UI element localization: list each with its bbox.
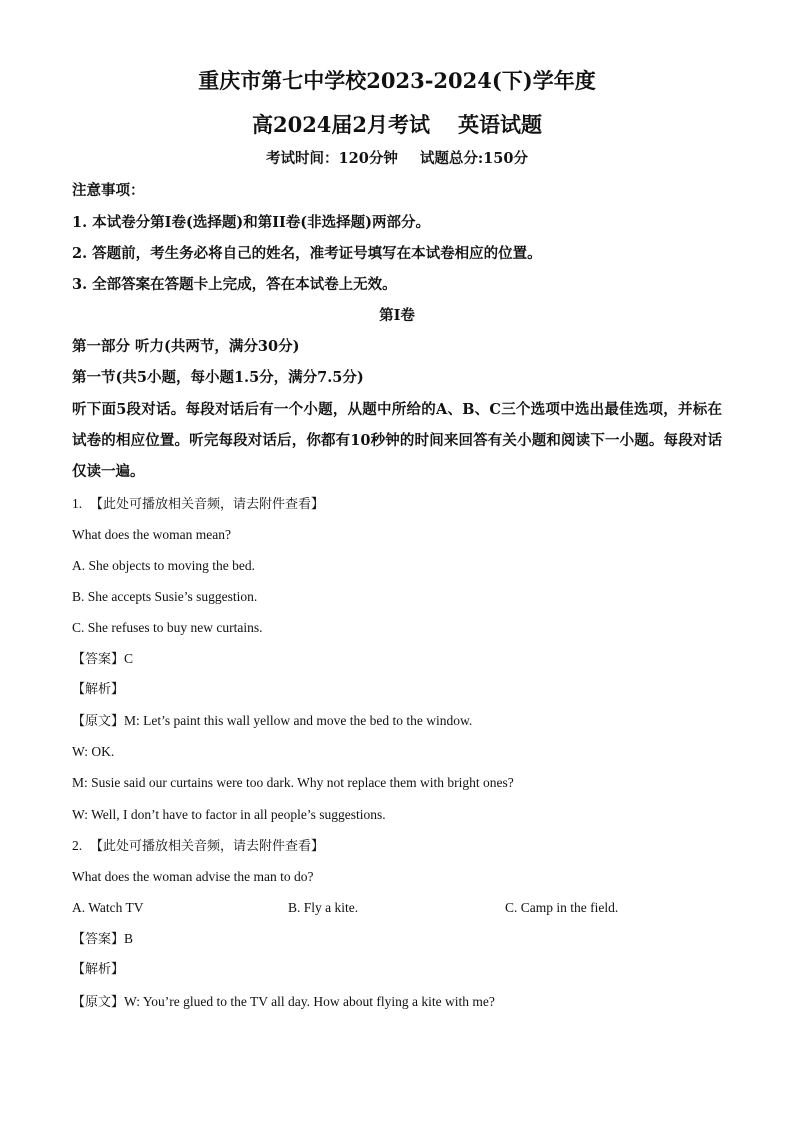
audio-note: 【此处可播放相关音频，请去附件查看】 (90, 839, 325, 854)
exam-info (0, 148, 794, 170)
question-1-transcript-line: W: OK. (72, 744, 115, 759)
listening-instructions: 听下面5段对话。每段对话后有一个小题，从题中所给的A、B、C三个选项中选出最佳选项，并标在试卷的相应位置。听完每段对话后，你都有10秒钟的时间来回答有关小题和阅读下一小题。每段对话仅读一遍。 (72, 401, 722, 480)
question-2-analysis: 【解析】 (72, 962, 125, 977)
transcript-label: 【原文】 (72, 714, 125, 729)
question-2-header (72, 836, 324, 857)
transcript-text: W: You’re glued to the TV all day. How about flying a kite with me? (124, 994, 495, 1009)
audio-note: 【此处可播放相关音频，请去附件查看】 (90, 497, 325, 512)
question-1-header (72, 494, 324, 515)
notice-item: 1. 本试卷分第I卷(选择题)和第II卷(非选择题)两部分。 (72, 214, 430, 231)
question-2-transcript-line (72, 992, 495, 1013)
question-number: 2. (72, 838, 83, 853)
exam-subtitle-right: 英语试题 (458, 112, 543, 137)
part-heading: 第一部分 听力(共两节，满分30分) (72, 338, 300, 355)
question-1-transcript-line (72, 711, 472, 732)
question-1-answer (72, 649, 133, 670)
question-1-transcript-line: M: Susie said our curtains were too dark. Why not replace them with bright ones? (72, 775, 514, 790)
answer-label: 【答案】 (72, 652, 125, 667)
exam-score: 试题总分:150分 (419, 150, 528, 167)
question-2-option-a: A. Watch TV (72, 900, 144, 915)
question-2-answer (72, 929, 133, 950)
question-2-option-c: C. Camp in the field. (505, 900, 619, 915)
question-1-analysis: 【解析】 (72, 682, 125, 697)
answer-label: 【答案】 (72, 932, 125, 947)
question-1-option-b: B. She accepts Susie’s suggestion. (72, 589, 258, 604)
question-1-option-a: A. She objects to moving the bed. (72, 558, 255, 573)
question-number: 1. (72, 496, 83, 511)
volume-heading: 第I卷 (379, 307, 415, 324)
exam-subtitle (0, 110, 794, 140)
notice-item: 2. 答题前，考生务必将自己的姓名，准考证号填写在本试卷相应的位置。 (72, 245, 542, 262)
transcript-label: 【原文】 (72, 995, 125, 1010)
notice-item: 3. 全部答案在答题卡上完成，答在本试卷上无效。 (72, 276, 397, 293)
transcript-text: M: Let’s paint this wall yellow and move the bed to the window. (124, 713, 473, 728)
answer-value: B (124, 931, 134, 946)
answer-value: C (124, 651, 134, 666)
question-1-transcript-line: W: Well, I don’t have to factor in all people’s suggestions. (72, 807, 386, 822)
subsection-heading: 第一节(共5小题，每小题1.5分，满分7.5分) (72, 369, 364, 386)
question-1-option-c: C. She refuses to buy new curtains. (72, 620, 263, 635)
exam-title: 重庆市第七中学校2023-2024(下)学年度 (198, 68, 596, 93)
question-2-text: What does the woman advise the man to do? (72, 869, 314, 884)
exam-subtitle-left: 高2024届2月考试 (251, 112, 431, 137)
notice-heading: 注意事项： (72, 182, 145, 199)
question-1-text: What does the woman mean? (72, 527, 231, 542)
question-2-option-b: B. Fly a kite. (288, 900, 359, 915)
exam-time: 考试时间：120分钟 (266, 150, 398, 167)
